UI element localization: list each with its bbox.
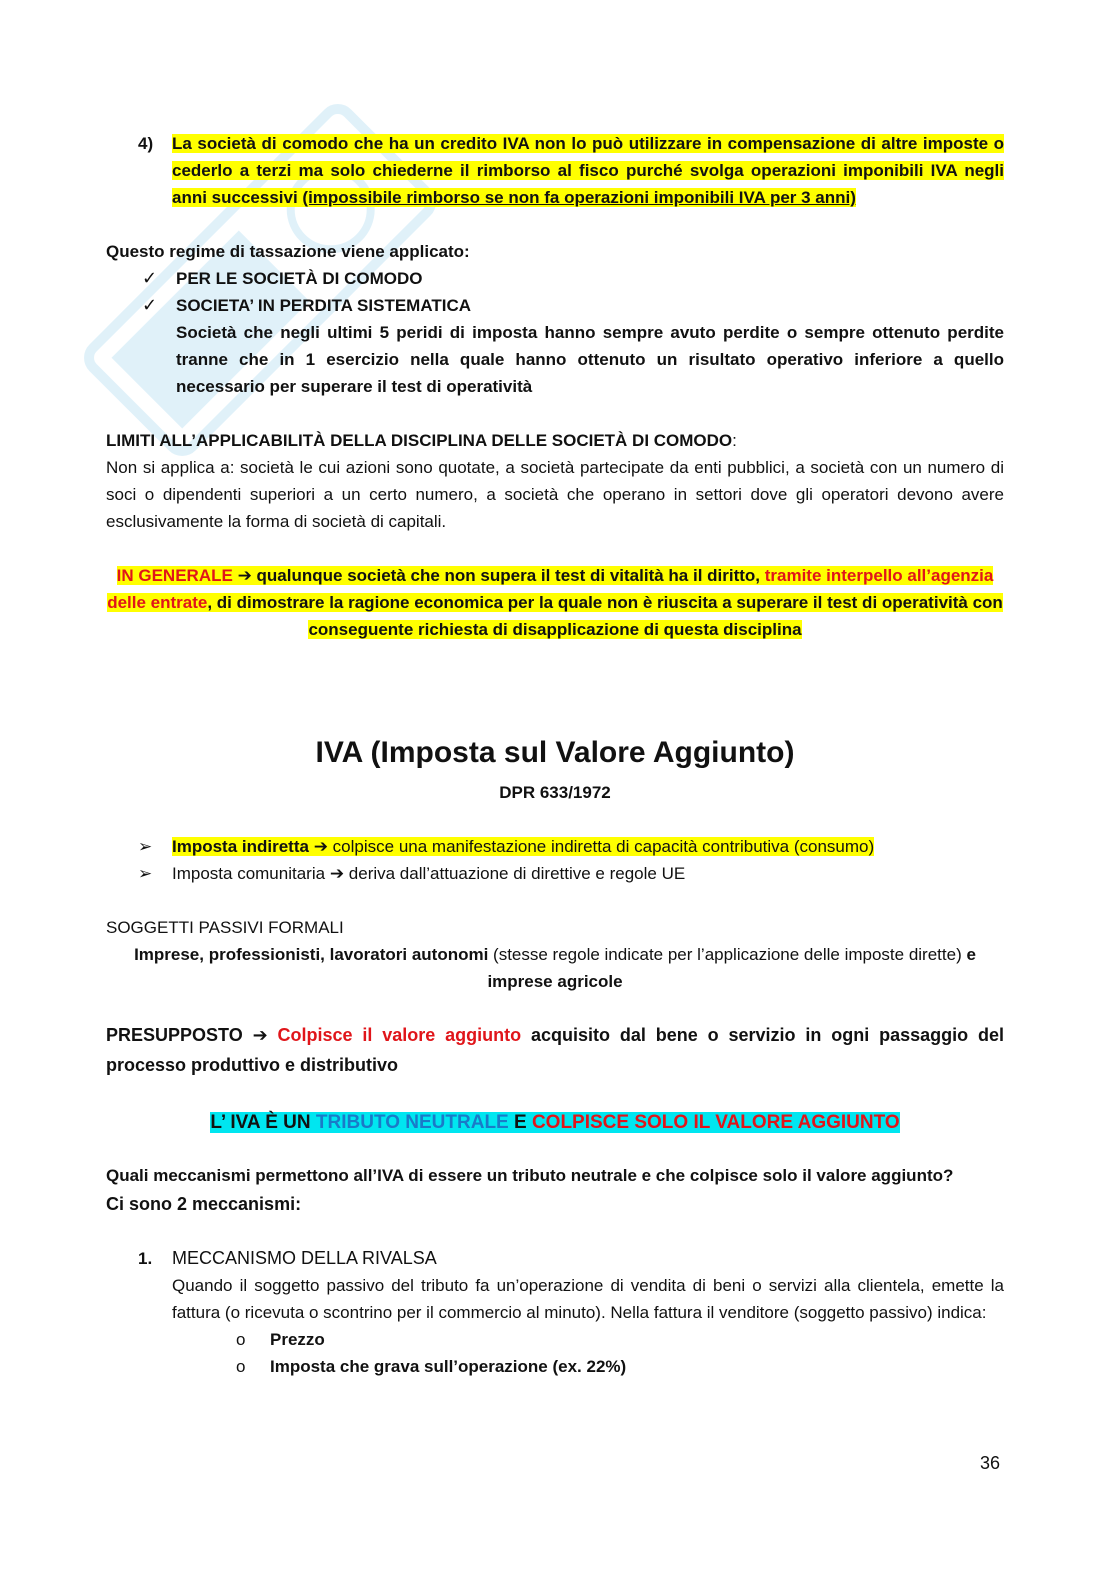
circle-bullet-icon: o <box>236 1357 246 1376</box>
iva-subtitle: DPR 633/1972 <box>499 783 611 802</box>
iva-bullet <box>138 860 1004 887</box>
regime-description-row <box>142 319 1004 400</box>
iva-bullet-label: Imposta comunitaria <box>172 864 326 883</box>
item-4 <box>138 130 1004 211</box>
neutrale-blue: TRIBUTO NEUTRALE <box>315 1112 509 1133</box>
item-4-text <box>172 130 1004 211</box>
meccanismo-title: MECCANISMO DELLA RIVALSA <box>172 1248 437 1268</box>
iva-bullet-rest: colpisce una manifestazione indiretta di capacità contributiva (consumo) <box>327 837 875 856</box>
arrow-right-icon: ➔ <box>252 1025 268 1045</box>
soggetti-bold2: e imprese agricole <box>487 945 976 991</box>
iva-title: IVA (Imposta sul Valore Aggiunto) <box>315 736 795 769</box>
presupposto-label: PRESUPPOSTO <box>106 1025 243 1045</box>
regime-intro: Questo regime di tassazione viene applicato: <box>106 242 470 261</box>
limiti-colon: : <box>732 431 737 450</box>
neutrale-red: COLPISCE SOLO IL VALORE AGGIUNTO <box>531 1112 900 1133</box>
generale-red: tramite interpello all’agenzia delle entrate <box>107 566 994 612</box>
meccanismi-question: Quali meccanismi permettono all’IVA di essere un tributo neutrale e che colpisce solo il valore aggiunto? <box>106 1166 954 1185</box>
document-page <box>106 128 1004 1380</box>
sub-item <box>236 1326 1004 1353</box>
neutrale-banner <box>106 1108 1004 1138</box>
sub-item <box>236 1353 1004 1380</box>
item-4-underlined: (impossibile rimborso se non fa operazioni imponibili IVA per 3 anni) <box>302 188 856 207</box>
checklist-item <box>142 292 1004 319</box>
arrow-bullet-icon: ➢ <box>138 864 153 883</box>
regime-description: Società che negli ultimi 5 peridi di imposta hanno sempre avuto perdite o sempre ottenuto perdite tranne che in 1 esercizio nella quale hanno ottenuto un risultato operativo inferiore a quello necessario per superare il test di operatività <box>176 323 1004 396</box>
arrow-right-icon: ➔ <box>329 864 345 883</box>
meccanismo-text: Quando il soggetto passivo del tributo fa un’operazione di vendita di beni o servizi alla clientela, emette la fattura (o ricevuta o scontrino per il commercio al minuto). Nella fattura il venditore (soggetto passivo) indica: <box>172 1276 1004 1322</box>
limiti-heading-row <box>106 427 1004 454</box>
arrow-bullet-icon: ➢ <box>138 837 153 856</box>
presupposto-red: Colpisce il valore aggiunto <box>277 1025 522 1045</box>
check-icon: ✓ <box>142 268 158 288</box>
generale-paragraph <box>106 562 1004 643</box>
generale-part1: qualunque società che non supera il test di vitalità ha il diritto, <box>251 566 765 585</box>
arrow-right-icon: ➔ <box>313 837 328 856</box>
page-number: 36 <box>980 1453 1001 1473</box>
checklist-item <box>142 265 1004 292</box>
meccanismi-count: Ci sono 2 meccanismi: <box>106 1194 302 1214</box>
iva-bullet-bold: Imposta indiretta <box>172 837 309 856</box>
sub-item-label: Imposta che grava sull’operazione (ex. 22%) <box>270 1357 627 1376</box>
neutrale-p2: E <box>508 1112 532 1133</box>
presupposto-rest: acquisito dal bene o servizio in ogni passaggio del processo produttivo e distributivo <box>106 1025 1004 1075</box>
soggetti-text <box>106 941 1004 995</box>
soggetti-heading: SOGGETTI PASSIVI FORMALI <box>106 918 344 937</box>
arrow-right-icon: ➔ <box>237 566 252 585</box>
item-4-highlight: La società di comodo che ha un credito IVA non lo può utilizzare in compensazione di altre imposte o cederlo a terzi ma solo chiederne il rimborso al fisco purché svolga operazioni imponibili IVA negli anni successivi <box>172 134 1004 207</box>
limiti-heading: LIMITI ALL’APPLICABILITÀ DELLA DISCIPLINA DELLE SOCIETÀ DI COMODO <box>106 431 733 450</box>
limiti-text: Non si applica a: società le cui azioni sono quotate, a società partecipate da enti pubblici, a società con un numero di soci o dipendenti superiori a un certo numero, a società che operano in settori dove gli operatori devono avere esclusivamente la forma di società di capitali. <box>106 458 1004 531</box>
sub-item-label: Prezzo <box>270 1330 325 1349</box>
circle-bullet-icon: o <box>236 1330 246 1349</box>
item-4-number: 4) <box>138 134 154 153</box>
iva-bullet <box>138 833 1004 860</box>
neutrale-p1: L’ IVA È UN <box>210 1112 316 1133</box>
check-icon: ✓ <box>142 295 158 315</box>
iva-bullet-rest: deriva dall’attuazione di direttive e regole UE <box>344 864 686 883</box>
checklist-item-label: SOCIETA’ IN PERDITA SISTEMATICA <box>176 296 472 315</box>
meccanismo-item <box>138 1245 1004 1326</box>
soggetti-bold1: Imprese, professionisti, lavoratori autonomi <box>134 945 489 964</box>
generale-part2: , di dimostrare la ragione economica per la quale non è riuscita a superare il test di operatività con conseguente richiesta di disapplicazione di questa disciplina <box>207 593 1003 639</box>
soggetti-normal: (stesse regole indicate per l’applicazione delle imposte dirette) <box>488 945 967 964</box>
presupposto-paragraph <box>106 1020 1004 1080</box>
checklist-item-label: PER LE SOCIETÀ DI COMODO <box>176 269 423 288</box>
generale-label: IN GENERALE <box>116 566 233 585</box>
meccanismo-number: 1. <box>138 1249 153 1268</box>
